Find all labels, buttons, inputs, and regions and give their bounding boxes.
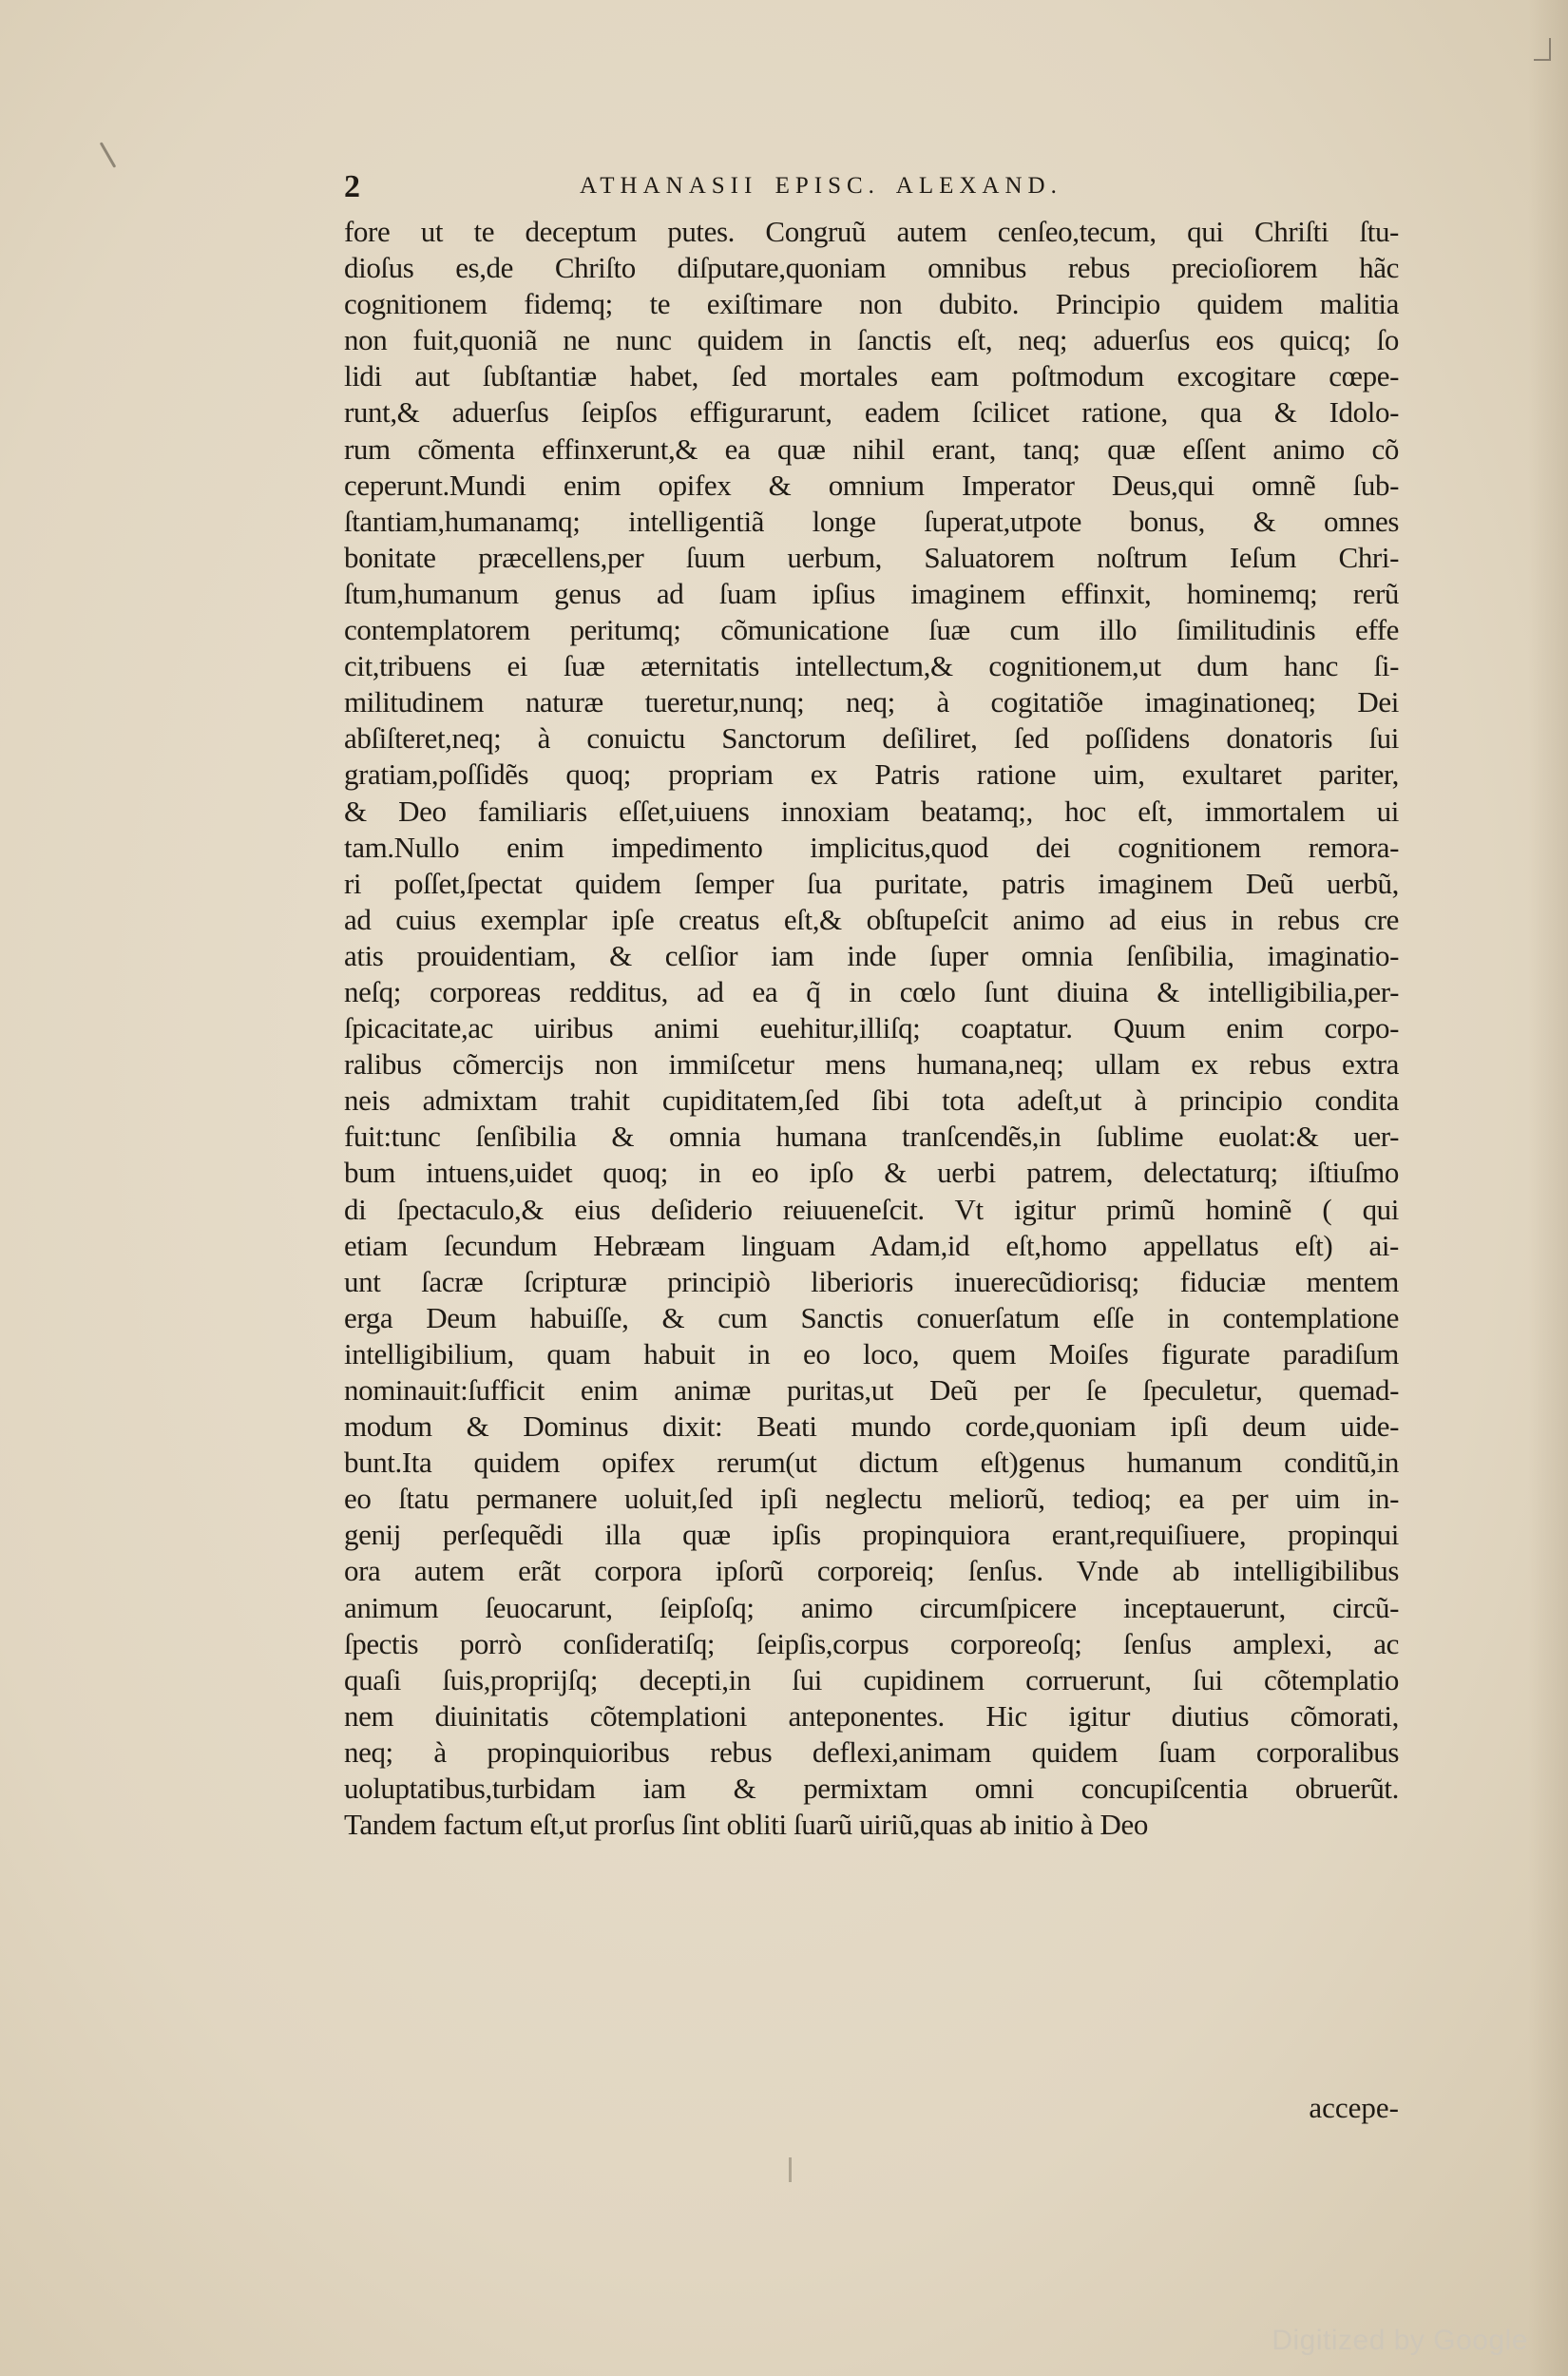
text-line: & Deo familiaris eſſet,uiuens innoxiam beatamq;, hoc eſt, immortalem ui (344, 794, 1399, 828)
text-line: ſtantiam,humanamq; intelligentiã longe ſuperat,utpote bonus, & omnes (344, 504, 1399, 538)
text-line: ora autem erãt corpora ipſorũ corporeiq; ſenſus. Vnde ab intelligibilibus (344, 1554, 1399, 1588)
text-line: cognitionem fidemq; te exiſtimare non dubito. Principio quidem malitia (344, 287, 1399, 321)
text-line: ſpectis porrò conſideratiſq; ſeipſis,corpus corporeoſq; ſenſus amplexi, ac (344, 1626, 1399, 1660)
catchword: accepe- (1309, 2091, 1399, 2124)
text-line: fuit:tunc ſenſibilia & omnia humana tranſcendẽs,in ſublime euolat:& uer- (344, 1120, 1399, 1154)
running-title: ATHANASII EPISC. ALEXAND. (580, 173, 1062, 199)
text-line: tam.Nullo enim impedimento implicitus,quod dei cognitionem remora- (344, 830, 1399, 864)
text-line: uoluptatibus,turbidam iam & permixtam omni concupiſcentia obruerũt. (344, 1772, 1399, 1806)
text-line: fore ut te deceptum putes. Congruũ autem cenſeo,tecum, qui Chriſti ſtu- (344, 215, 1399, 248)
ink-smudge (789, 2157, 792, 2182)
text-line: modum & Dominus dixit: Beati mundo corde,quoniam ipſi deum uide- (344, 1409, 1399, 1444)
text-line: animum ſeuocarunt, ſeipſoſq; animo circumſpicere inceptauerunt, circũ- (344, 1590, 1399, 1624)
text-line: etiam ſecundum Hebræam linguam Adam,id eſt,homo appellatus eſt) ai- (344, 1228, 1399, 1262)
text-line: dioſus es,de Chriſto diſputare,quoniam omnibus rebus precioſiorem hãc (344, 251, 1399, 285)
running-head (344, 169, 1418, 207)
text-line: cit,tribuens ei ſuæ æternitatis intellectum,& cognitionem,ut dum hanc ſi- (344, 649, 1399, 683)
text-line: bum intuens,uidet quoq; in eo ipſo & uerbi patrem, delectaturq; iſtiuſmo (344, 1156, 1399, 1190)
text-line: neq; à propinquioribus rebus deflexi,animam quidem ſuam corporalibus (344, 1734, 1399, 1769)
text-line: genij perſequẽdi illa quæ ipſis propinquiora erant,requiſiuere, propinqui (344, 1518, 1399, 1552)
text-line: ſtum,humanum genus ad ſuam ipſius imaginem effinxit, hominemq; rerũ (344, 576, 1399, 610)
text-line: militudinem naturæ tueretur,nunq; neq; à cogitatiõe imaginationeq; Dei (344, 685, 1399, 719)
page-number: 2 (344, 169, 360, 204)
body-text (344, 214, 1399, 1843)
text-line: neſq; corporeas redditus, ad ea q̃ in cœlo ſunt diuina & intelligibilia,per- (344, 974, 1399, 1008)
text-line: ralibus cõmercijs non immiſcetur mens humana,neq; ullam ex rebus extra (344, 1047, 1399, 1082)
digitization-watermark: Digitized by Google (1272, 2325, 1528, 2356)
text-line: lidi aut ſubſtantiæ habet, ſed mortales eam poſtmodum excogitare cœpe- (344, 359, 1399, 393)
ink-mark (100, 142, 117, 167)
page-edge-shadow (1528, 0, 1568, 2376)
text-line: nem diuinitatis cõtemplationi anteponentes. Hic igitur diutius cõmorati, (344, 1698, 1399, 1733)
text-line: gratiam,poſſidẽs quoq; propriam ex Patris ratione uim, exultaret pariter, (344, 757, 1399, 792)
text-line: contemplatorem peritumq; cõmunicatione ſuæ cum illo ſimilitudinis effe (344, 613, 1399, 647)
text-line: nominauit:ſufficit enim animæ puritas,ut Deũ per ſe ſpeculetur, quemad- (344, 1373, 1399, 1407)
text-line: di ſpectaculo,& eius deſiderio reiuueneſcit. Vt igitur primũ hominẽ ( qui (344, 1192, 1399, 1226)
corner-mark (1534, 38, 1551, 61)
text-line: abſiſteret,neq; à conuictu Sanctorum deſiliret, ſed poſſidens donatoris ſui (344, 721, 1399, 756)
text-line: bonitate præcellens,per ſuum uerbum, Saluatorem noſtrum Ieſum Chri- (344, 540, 1399, 574)
text-line: atis prouidentiam, & celſior iam inde ſuper omnia ſenſibilia, imaginatio- (344, 938, 1399, 972)
text-line: quaſi ſuis,proprijſq; decepti,in ſui cupidinem corruerunt, ſui cõtemplatio (344, 1662, 1399, 1696)
text-line: ri poſſet,ſpectat quidem ſemper ſua puritate, patris imaginem Deũ uerbũ, (344, 866, 1399, 900)
text-line: neis admixtam trahit cupiditatem,ſed ſibi tota adeſt,ut à principio condita (344, 1083, 1399, 1118)
text-line: eo ſtatu permanere uoluit,ſed ipſi neglectu meliorũ, tedioq; ea per uim in- (344, 1482, 1399, 1516)
text-line: runt,& aduerſus ſeipſos effigurarunt, eadem ſcilicet ratione, qua & Idolo- (344, 395, 1399, 430)
text-line: ceperunt.Mundi enim opifex & omnium Imperator Deus,qui omnẽ ſub- (344, 468, 1399, 502)
text-line: ad cuius exemplar ipſe creatus eſt,& obſtupeſcit animo ad eius in rebus cre (344, 902, 1399, 936)
text-line: bunt.Ita quidem opifex rerum(ut dictum eſt)genus humanum conditũ,in (344, 1446, 1399, 1480)
text-line: erga Deum habuiſſe, & cum Sanctis conuerſatum eſſe in contemplatione (344, 1300, 1399, 1334)
text-line: intelligibilium, quam habuit in eo loco, quem Moiſes figurate paradiſum (344, 1336, 1399, 1370)
text-line: Tandem factum eſt,ut prorſus ſint obliti ſuarũ uiriũ,quas ab initio à Deo (344, 1808, 1148, 1842)
text-line: ſpicacitate,ac uiribus animi euehitur,illiſq; coaptatur. Quum enim corpo- (344, 1011, 1399, 1045)
text-line: rum cõmenta effinxerunt,& ea quæ nihil erant, tanq; quæ eſſent animo cõ (344, 431, 1399, 466)
text-line: unt ſacræ ſcripturæ principiò liberioris inuerecũdiorisq; fiduciæ mentem (344, 1264, 1399, 1298)
text-line: non fuit,quoniã ne nunc quidem in ſanctis eſt, neq; aduerſus eos quicq; ſo (344, 323, 1399, 357)
